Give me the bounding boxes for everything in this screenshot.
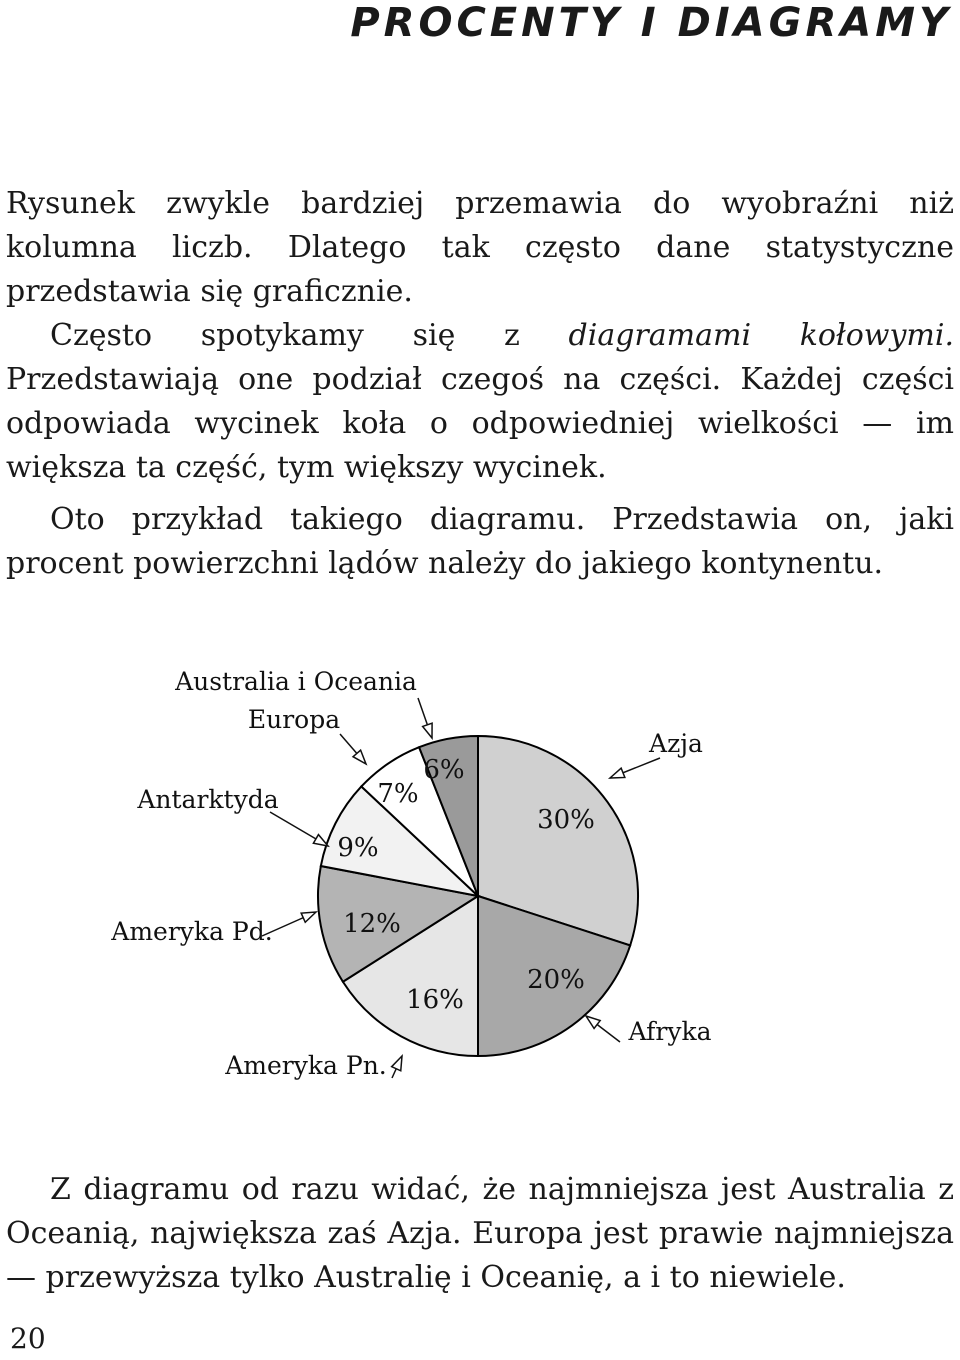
callout-arrowhead: [586, 1016, 600, 1028]
callout-arrowhead: [301, 912, 316, 922]
page-number: 20: [10, 1322, 46, 1355]
pie-category-label: Europa: [247, 705, 341, 734]
callout-arrowhead: [392, 1056, 402, 1071]
pie-category-label: Azja: [649, 729, 703, 758]
paragraph-intro-text: Rysunek zwykle bardziej przemawia do wyobraźni niż kolumna liczb. Dlatego tak często dane statystyczne przedstawia się graficznie.: [6, 186, 954, 309]
pie-value-label: 20%: [527, 965, 585, 995]
paragraph-pie-charts-end: Przedstawiają one podział czegoś na części. Każdej części odpowiada wycinek koła o odpowiedniej wielkości — im większa ta część, tym większy wycinek.: [6, 362, 954, 485]
paragraph-pie-charts-start: Często spotykamy się z: [50, 318, 569, 353]
callout-arrowhead: [313, 835, 328, 846]
pie-category-label: Afryka: [628, 1017, 712, 1046]
pie-slices: [318, 736, 638, 1056]
pie-value-label: 6%: [423, 755, 465, 785]
pie-category-label: Ameryka Pd.: [111, 917, 273, 946]
pie-value-label: 30%: [537, 805, 595, 835]
paragraph-conclusion-text: Z diagramu od razu widać, że najmniejsza jest Australia z Oceanią, największa zaś Azja. Europa jest prawie najmniejsza — przewyższa tylko Australię i Oceanię, a i to niewiele.: [6, 1172, 954, 1295]
pie-category-label: Australia i Oceania: [175, 667, 417, 696]
paragraph-example-text: Oto przykład takiego diagramu. Przedstawia on, jaki procent powierzchni lądów należy do jakiego kontynentu.: [6, 502, 954, 581]
pie-value-label: 12%: [343, 909, 401, 939]
term-pie-charts: diagramami kołowymi.: [568, 318, 954, 353]
pie-category-label: Antarktyda: [137, 785, 279, 814]
pie-value-label: 7%: [377, 779, 419, 809]
callout-arrowhead: [610, 768, 625, 778]
paragraph-example: [6, 498, 954, 586]
pie-value-label: 16%: [406, 985, 464, 1015]
callout-arrowhead: [423, 723, 432, 738]
paragraph-intro: [6, 182, 954, 314]
pie-value-label: 9%: [337, 833, 379, 863]
pie-category-label: Ameryka Pn.: [225, 1051, 387, 1080]
paragraph-conclusion: [6, 1168, 954, 1300]
page-title: PROCENTY I DIAGRAMY: [350, 0, 952, 46]
paragraph-pie-charts: [6, 314, 954, 490]
continents-pie-chart: [0, 660, 960, 1100]
